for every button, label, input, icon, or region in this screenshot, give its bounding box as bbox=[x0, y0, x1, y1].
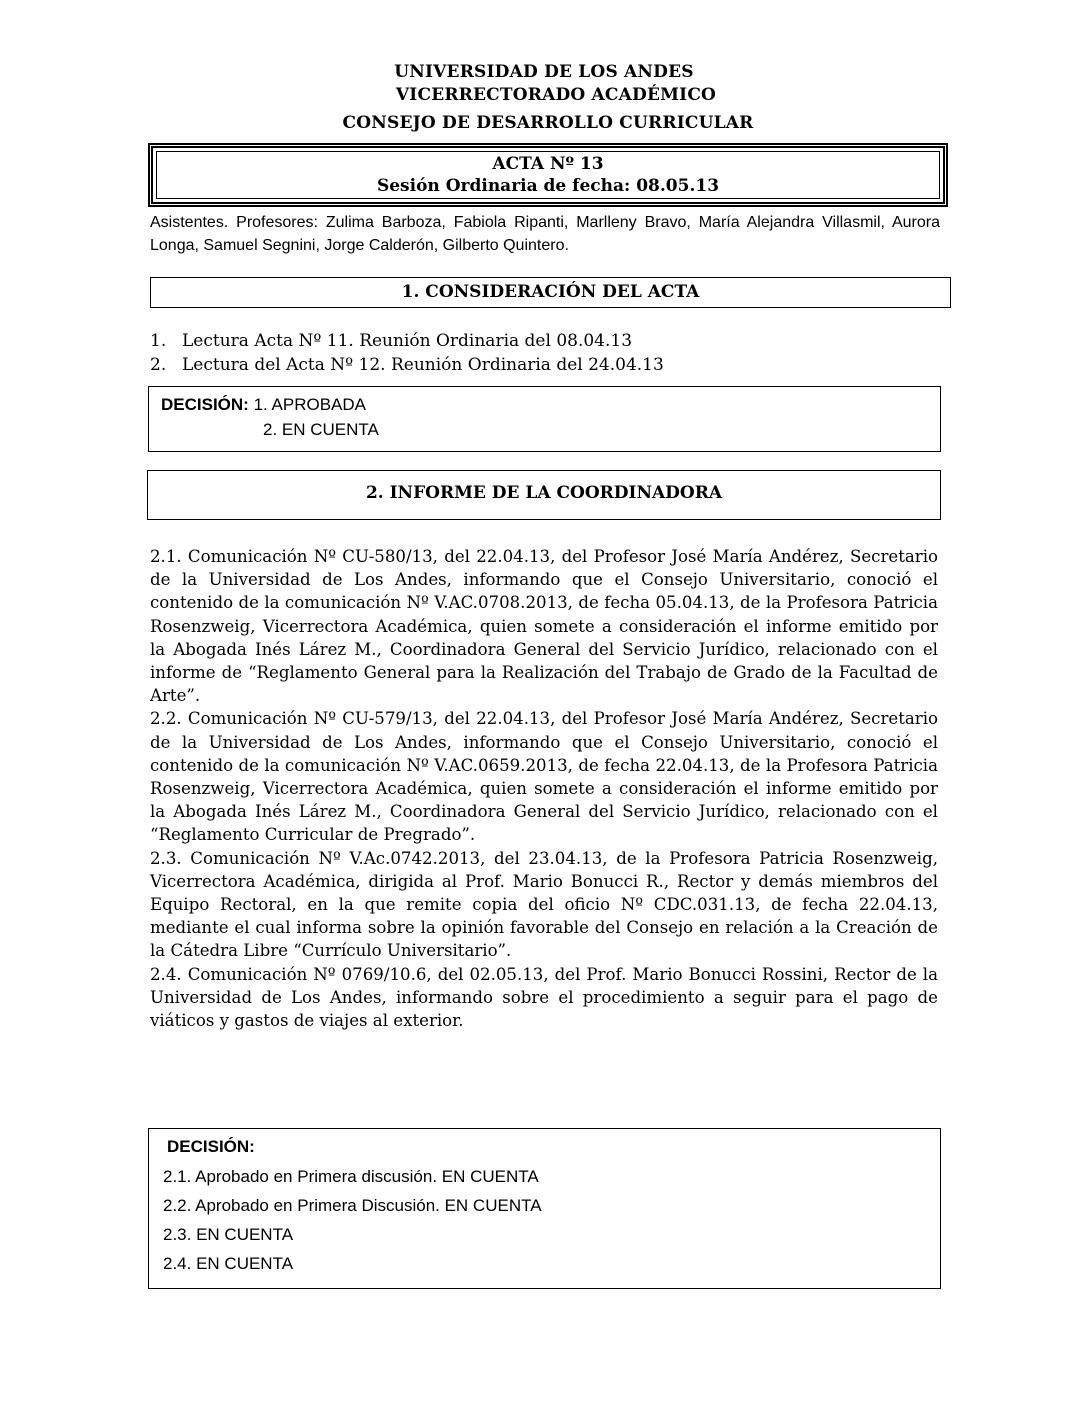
decision1-item: 1. APROBADA bbox=[253, 395, 367, 414]
list-item-text: Lectura del Acta Nº 12. Reunión Ordinaria del 24.04.13 bbox=[182, 355, 664, 375]
decision2-box bbox=[148, 1128, 941, 1289]
list-item bbox=[150, 355, 664, 375]
decision2-label: DECISIÓN: bbox=[167, 1137, 255, 1156]
paragraph-2-1: 2.1. Comunicación Nº CU-580/13, del 22.04.13, del Profesor José María Andérez, Secretario de la Universidad de Los Andes, informando que el Consejo Universitario, conoció el contenido de la comunicación Nº V.AC.0708.2013, de fecha 05.04.13, de la Profesora Patricia Rosenzweig, Vicerrectora Académica, quien somete a consideración el informe emitido por la Abogada Inés Lárez M., Coordinadora General del Servicio Jurídico, relacionado con el informe de “Reglamento General para la Realización del Trabajo de Grado de la Facultad de Arte”. bbox=[150, 547, 938, 706]
asistentes: Asistentes. Profesores: Zulima Barboza, Fabiola Ripanti, Marlleny Bravo, María Alejandra Villasmil, Aurora Longa, Samuel Segnini, Jorge Calderón, Gilberto Quintero. bbox=[150, 214, 940, 254]
paragraph-2-2: 2.2. Comunicación Nº CU-579/13, del 22.04.13, del Profesor José María Andérez, Secretario de la Universidad de Los Andes, informando que el Consejo Universitario, conoció el contenido de la comunicación Nº V.AC.0659.2013, de fecha 22.04.13, de la Profesora Patricia Rosenzweig, Vicerrectora Académica, quien somete a consideración el informe emitido por la Abogada Inés Lárez M., Coordinadora General del Servicio Jurídico, relacionado con el “Reglamento Curricular de Pregrado”. bbox=[150, 709, 938, 845]
section1-title: 1. CONSIDERACIÓN DEL ACTA bbox=[150, 277, 951, 308]
decision1-label: DECISIÓN: bbox=[161, 395, 249, 414]
list-item-number: 1. bbox=[150, 331, 167, 351]
decision2-item: 2.1. Aprobado en Primera discusión. EN CUENTA bbox=[163, 1167, 539, 1186]
paragraph-2-3: 2.3. Comunicación Nº V.Ac.0742.2013, del 23.04.13, de la Profesora Patricia Rosenzweig, Vicerrectora Académica, dirigida al Prof. Mario Bonucci R., Rector y demás miembros del Equipo Rectoral, en la que remite copia del oficio Nº CDC.031.13, de fecha 22.04.13, mediante el cual informa sobre la opinión favorable del Consejo en relación a la Creación de la Cátedra Libre “Currículo Universitario”. bbox=[150, 848, 938, 961]
decision1-line-1 bbox=[161, 395, 366, 415]
decision2-item: 2.2. Aprobado en Primera Discusión. EN CUENTA bbox=[163, 1196, 542, 1215]
list-item bbox=[150, 331, 632, 351]
consejo-name: CONSEJO DE DESARROLLO CURRICULAR bbox=[342, 113, 754, 133]
acta-number: ACTA Nº 13 bbox=[492, 154, 604, 174]
list-item-text: Lectura Acta Nº 11. Reunión Ordinaria del 08.04.13 bbox=[182, 331, 633, 351]
decision1-box bbox=[148, 386, 941, 452]
section2-body bbox=[150, 545, 938, 1032]
acta-box bbox=[148, 143, 948, 207]
decision2-item: 2.3. EN CUENTA bbox=[163, 1225, 294, 1244]
paragraph-2-4: 2.4. Comunicación Nº 0769/10.6, del 02.05.13, del Prof. Mario Bonucci Rossini, Rector de la Universidad de Los Andes, informando sobre el procedimiento a seguir para el pago de viáticos y gastos de viajes al exterior. bbox=[150, 964, 938, 1031]
list-item-number: 2. bbox=[150, 355, 167, 375]
section2-title: 2. INFORME DE LA COORDINADORA bbox=[147, 470, 941, 520]
university-name: UNIVERSIDAD DE LOS ANDES bbox=[394, 62, 694, 82]
decision2-item: 2.4. EN CUENTA bbox=[163, 1254, 294, 1273]
vicerrectorado-name: VICERRECTORADO ACADÉMICO bbox=[395, 85, 717, 105]
acta-session: Sesión Ordinaria de fecha: 08.05.13 bbox=[376, 176, 720, 196]
decision1-item: 2. EN CUENTA bbox=[263, 420, 379, 439]
